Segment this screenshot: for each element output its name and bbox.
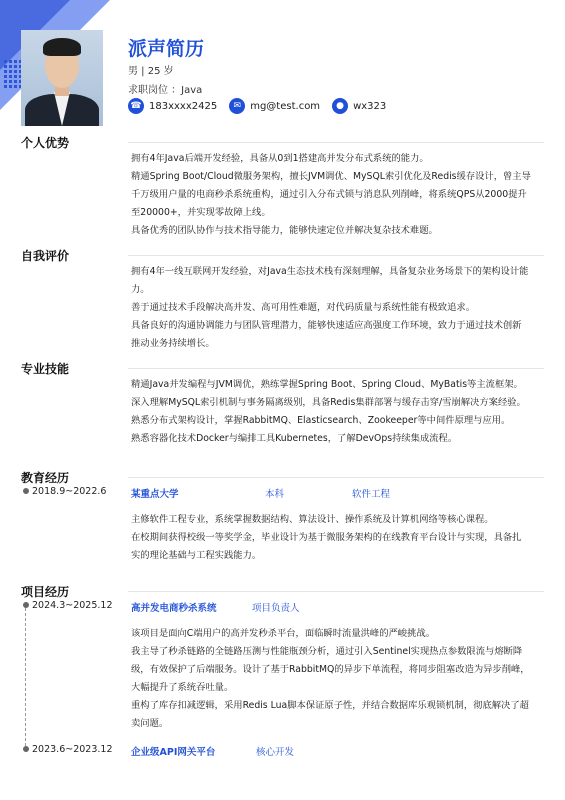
timeline-line [25, 608, 26, 746]
project-name: 企业级API网关平台 [131, 747, 216, 758]
contact-email [229, 98, 320, 114]
education-major: 软件工程 [352, 489, 391, 500]
mail-icon: ✉ [229, 98, 245, 114]
timeline-dot [23, 746, 29, 752]
dot-grid-decoration [4, 60, 22, 88]
section-divider [128, 142, 544, 143]
section-title-advantages: 个人优势 [21, 136, 70, 150]
education-degree: 本科 [265, 489, 285, 500]
project-role: 项目负责人 [252, 603, 300, 614]
project-name: 高并发电商秒杀系统 [131, 603, 217, 614]
section-divider [128, 368, 544, 369]
self-eval-text: 拥有4年一线互联网开发经验，对Java生态技术栈有深刻理解，具备复杂业务场景下的架构设计能 力。 善于通过技术手段解决高并发、高可用性难题，对代码质量与系统性能有极致追求。 具备良好的沟通协调能力与团队管理潜力，能够快速适应高强度工作环境，致力于通过技术创新 推动业务持续增长。 [131, 266, 529, 349]
phone-icon: ☎ [128, 98, 144, 114]
project-text: 该项目是面向C端用户的高并发秒杀平台，面临瞬时流量洪峰的严峻挑战。 我主导了秒杀链路的全链路压测与性能瓶颈分析，通过引入Sentinel实现热点参数限流与熔断降 级，有效保护了后端服务。设计了基于RabbitMQ的异步下单流程，将同步阻塞改造为异步削峰， 大幅提升了系统吞吐量。 重构了库存扣减逻辑，采用Redis Lua脚本保证原子性，并结合数据库乐观锁机制，彻底解决了超 卖问题。 [131, 628, 530, 729]
contact-phone [128, 98, 217, 114]
wechat-text: wx323 [353, 100, 387, 112]
section-title-skills: 专业技能 [21, 362, 70, 376]
education-school: 某重点大学 [131, 489, 179, 500]
section-title-self-eval: 自我评价 [21, 249, 70, 263]
contact-wechat [332, 98, 386, 114]
section-title-education: 教育经历 [21, 471, 70, 485]
project-date: 2024.3~2025.12 [32, 600, 113, 611]
advantages-text: 拥有4年Java后端开发经验，具备从0到1搭建高并发分布式系统的能力。 精通Spring Boot/Cloud微服务架构，擅长JVM调优、MySQL索引优化及Redis缓存设计，曾主导 千万级用户量的电商秒杀系统重构，通过引入分布式锁与消息队列削峰，将系统QPS从2000提升 至20000+，并实现零故障上线。 具备优秀的团队协作与技术指导能力，能够快速定位并解决复杂技术难题。 [131, 153, 531, 236]
contact-row [128, 98, 398, 114]
project-role: 核心开发 [256, 747, 295, 758]
timeline-dot [23, 488, 29, 494]
skills-text: 精通Java并发编程与JVM调优，熟练掌握Spring Boot、Spring Cloud、MyBatis等主流框架。 深入理解MySQL索引机制与事务隔离级别，具备Redis集群部署与缓存击穿/雪崩解决方案经验。 熟悉分布式架构设计，掌握RabbitMQ、Elasticsearch、Zookeeper等中间件原理与应用。 熟悉容器化技术Docker与编排工具Kubernetes，了解DevOps持续集成流程。 [131, 379, 526, 444]
education-text: 主修软件工程专业，系统掌握数据结构、算法设计、操作系统及计算机网络等核心课程。 在校期间获得校级一等奖学金，毕业设计为基于微服务架构的在线教育平台设计与实现，具备扎 实的理论基础与工程实践能力。 [131, 514, 522, 561]
education-date: 2018.9~2022.6 [32, 486, 107, 497]
section-divider [128, 477, 544, 478]
resume-title: 派声简历 [128, 38, 205, 60]
profile-photo [21, 30, 103, 126]
wechat-icon: ● [332, 98, 348, 114]
email-text: mg@test.com [250, 100, 321, 112]
section-divider [128, 255, 544, 256]
gender-age: 男 | 25 岁 [128, 66, 174, 77]
project-date: 2023.6~2023.12 [32, 744, 113, 755]
phone-text: 183xxxx2425 [149, 100, 218, 112]
job-target: 求职岗位 ：Java [128, 85, 203, 96]
section-title-projects: 项目经历 [21, 585, 70, 599]
section-divider [128, 591, 544, 592]
timeline-dot [23, 602, 29, 608]
